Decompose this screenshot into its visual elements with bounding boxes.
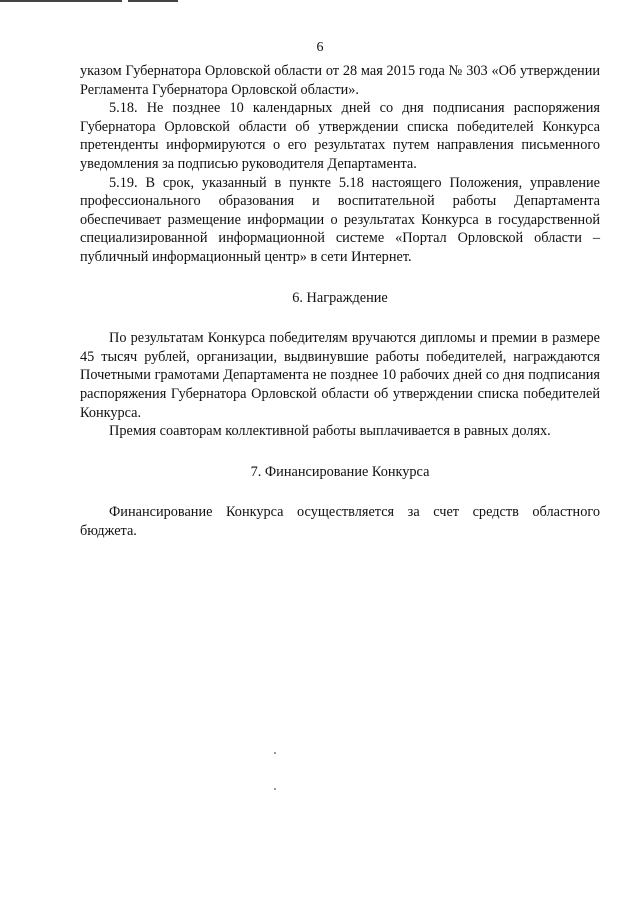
scan-speck bbox=[274, 788, 276, 790]
section-6-heading: 6. Награждение bbox=[292, 289, 388, 306]
paragraph-5-19: 5.19. В срок, указанный в пункте 5.18 настоящего Положения, управление профессионального образования и воспитательной работы Департамента обеспечивает размещение информации о результатах Конкурса в государственной специализированной информационной системе «Портал Орловской области – публичный информационный центр» в сети Интернет. bbox=[80, 174, 600, 265]
page-number: 6 bbox=[316, 40, 324, 55]
paragraph-continuation: указом Губернатора Орловской области от 28 мая 2015 года № 303 «Об утверждении Регламента Губернатора Орловской области». bbox=[80, 63, 600, 98]
scan-edge-mark bbox=[0, 0, 122, 2]
section-7-heading: 7. Финансирование Конкурса bbox=[250, 463, 430, 480]
paragraph-5-18: 5.18. Не позднее 10 календарных дней со дня подписания распоряжения Губернатора Орловской области об утверждении списка победителей Конкурса претенденты информируются о его результатах путем направления письменного уведомления за подписью руководителя Департамента. bbox=[80, 100, 600, 172]
section-6-paragraph-1: По результатам Конкурса победителям вручаются дипломы и премии в размере 45 тысяч рублей, организации, выдвинувшие работы победителей, награждаются Почетными грамотами Департамента не позднее 10 рабочих дней со дня подписания распоряжения Губернатора Орловской области об утверждении списка победителей Конкурса. bbox=[80, 330, 600, 421]
section-7-paragraph-1: Финансирование Конкурса осуществляется за счет средств областного бюджета. bbox=[80, 504, 600, 539]
scan-edge-mark bbox=[128, 0, 178, 2]
section-6-paragraph-2: Премия соавторам коллективной работы выплачивается в равных долях. bbox=[109, 423, 551, 440]
document-body bbox=[80, 62, 600, 540]
scan-speck bbox=[274, 752, 276, 754]
